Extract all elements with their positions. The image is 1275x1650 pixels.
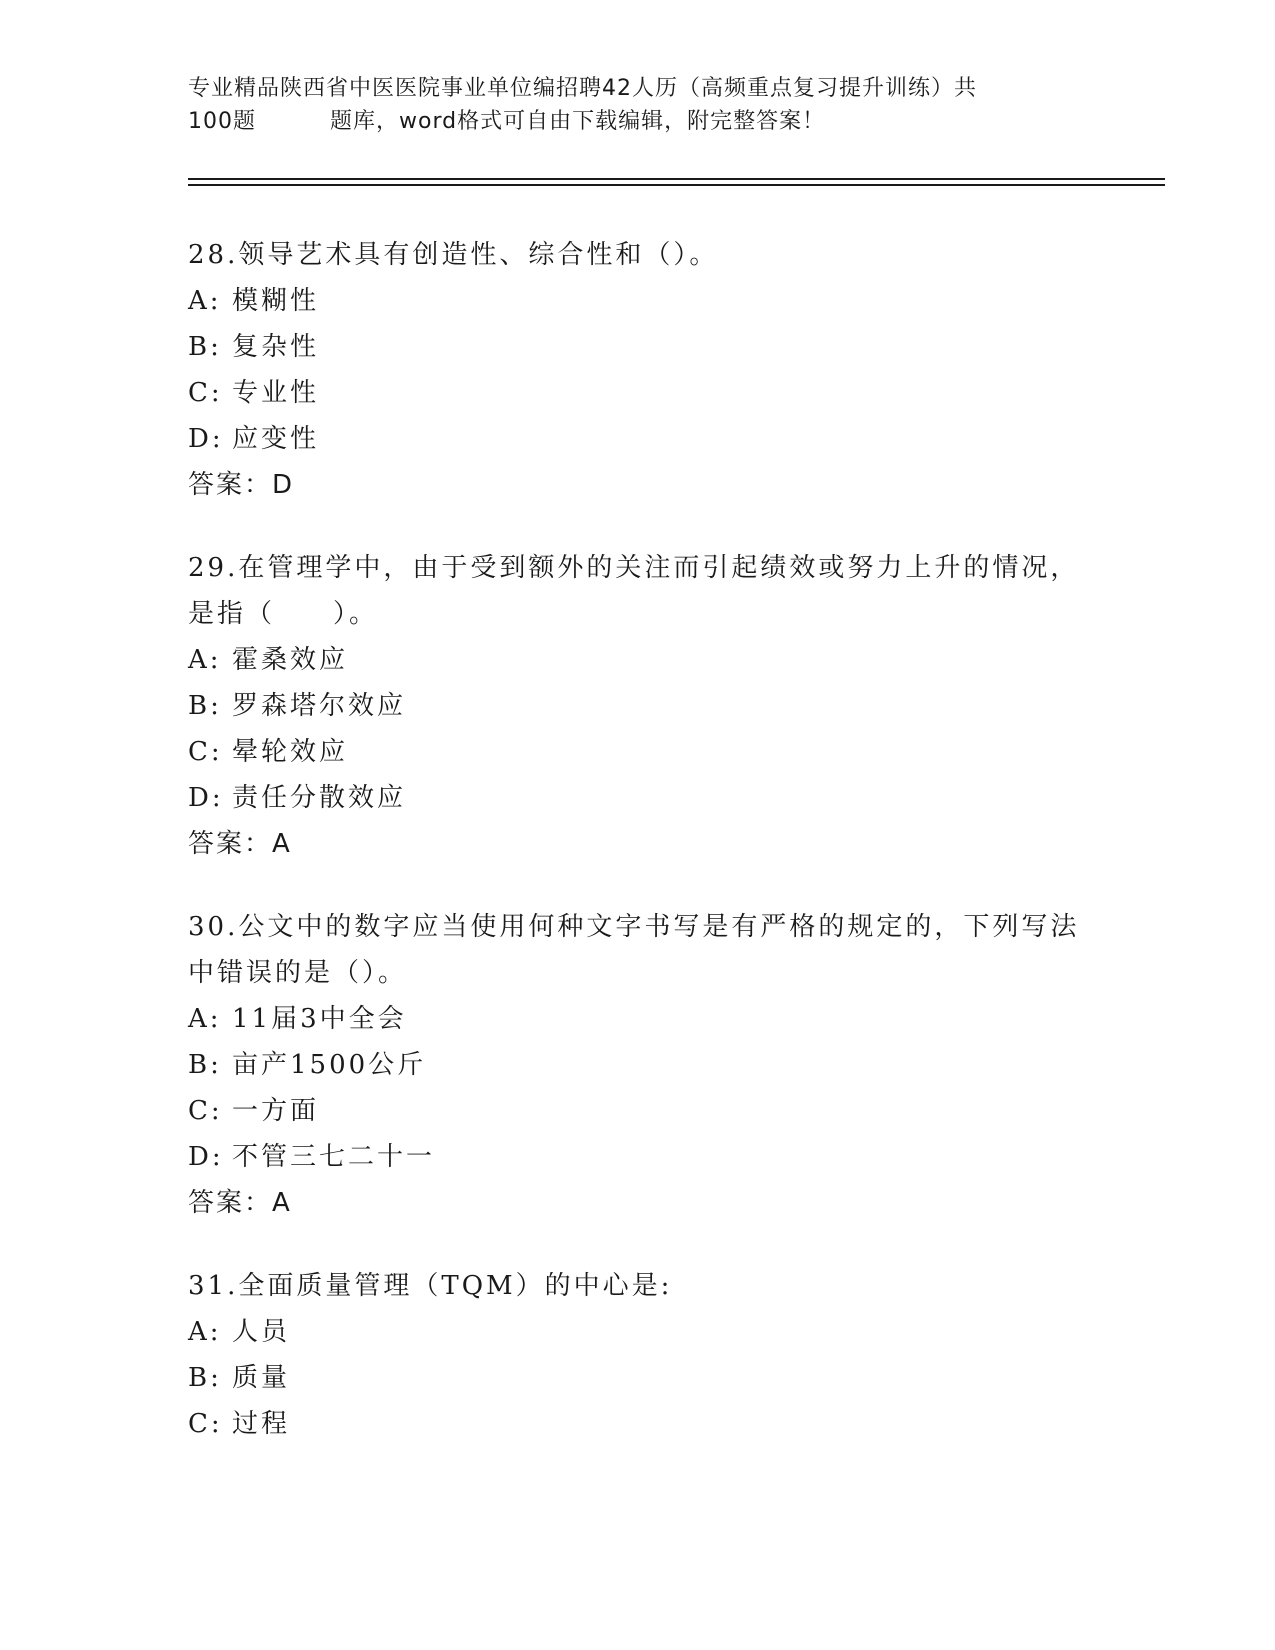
question-text: 29.在管理学中，由于受到额外的关注而引起绩效或努力上升的情况，是指（ ）。 bbox=[188, 553, 1080, 629]
option-text: 复杂性 bbox=[232, 332, 320, 362]
option-letter: B: bbox=[188, 332, 222, 362]
option-text: 一方面 bbox=[232, 1096, 320, 1126]
option-text: 模糊性 bbox=[232, 286, 320, 316]
option-c bbox=[188, 1088, 1088, 1134]
option-letter: C: bbox=[188, 378, 223, 408]
question-text: 31.全面质量管理（TQM）的中心是: bbox=[188, 1271, 673, 1301]
option-a bbox=[188, 996, 1088, 1042]
option-c bbox=[188, 370, 1088, 416]
header-divider-bottom bbox=[188, 184, 1165, 186]
option-text: 责任分散效应 bbox=[232, 783, 407, 813]
question-text: 28.领导艺术具有创造性、综合性和（）。 bbox=[188, 240, 719, 270]
option-letter: A: bbox=[188, 1004, 222, 1034]
option-letter: A: bbox=[188, 1317, 222, 1347]
option-text: 罗森塔尔效应 bbox=[232, 691, 407, 721]
option-d bbox=[188, 416, 1088, 462]
option-b bbox=[188, 1355, 1088, 1401]
option-text: 霍桑效应 bbox=[232, 645, 349, 675]
question-list bbox=[188, 232, 1088, 1484]
option-letter: A: bbox=[188, 645, 222, 675]
option-text: 不管三七二十一 bbox=[232, 1142, 436, 1172]
option-text: 应变性 bbox=[232, 424, 320, 454]
header-line-2-count: 100题 bbox=[188, 109, 256, 134]
option-text: 人员 bbox=[232, 1317, 291, 1347]
option-letter: D: bbox=[188, 424, 224, 454]
question-text: 30.公文中的数字应当使用何种文字书写是有严格的规定的，下列写法中错误的是（）。 bbox=[188, 912, 1080, 988]
header-divider-top bbox=[188, 178, 1165, 180]
question-28 bbox=[188, 232, 1088, 508]
answer-line: 答案：A bbox=[188, 829, 292, 859]
option-b bbox=[188, 324, 1088, 370]
question-30 bbox=[188, 904, 1088, 1226]
option-b bbox=[188, 1042, 1088, 1088]
header-line-2-text: 题库，word格式可自由下载编辑，附完整答案！ bbox=[330, 109, 826, 134]
option-letter: D: bbox=[188, 1142, 224, 1172]
option-a bbox=[188, 278, 1088, 324]
option-c bbox=[188, 729, 1088, 775]
option-text: 质量 bbox=[232, 1363, 291, 1393]
option-letter: C: bbox=[188, 1096, 223, 1126]
option-letter: C: bbox=[188, 1409, 223, 1439]
question-31 bbox=[188, 1263, 1088, 1447]
answer-line: 答案：A bbox=[188, 1188, 292, 1218]
option-text: 11届3中全会 bbox=[232, 1004, 407, 1034]
option-c bbox=[188, 1401, 1088, 1447]
option-letter: B: bbox=[188, 1363, 222, 1393]
option-text: 过程 bbox=[232, 1409, 291, 1439]
option-letter: B: bbox=[188, 691, 222, 721]
header-line-1: 专业精品陕西省中医医院事业单位编招聘42人历（高频重点复习提升训练）共 bbox=[188, 76, 977, 101]
answer-line: 答案：D bbox=[188, 470, 295, 500]
header-line-2 bbox=[188, 105, 1068, 138]
option-letter: B: bbox=[188, 1050, 222, 1080]
option-letter: A: bbox=[188, 286, 222, 316]
option-d bbox=[188, 775, 1088, 821]
option-a bbox=[188, 1309, 1088, 1355]
option-letter: C: bbox=[188, 737, 223, 767]
option-text: 专业性 bbox=[232, 378, 320, 408]
option-b bbox=[188, 683, 1088, 729]
question-29 bbox=[188, 545, 1088, 867]
option-a bbox=[188, 637, 1088, 683]
option-d bbox=[188, 1134, 1088, 1180]
option-letter: D: bbox=[188, 783, 224, 813]
document-header bbox=[188, 72, 1068, 138]
option-text: 晕轮效应 bbox=[232, 737, 349, 767]
option-text: 亩产1500公斤 bbox=[232, 1050, 427, 1080]
